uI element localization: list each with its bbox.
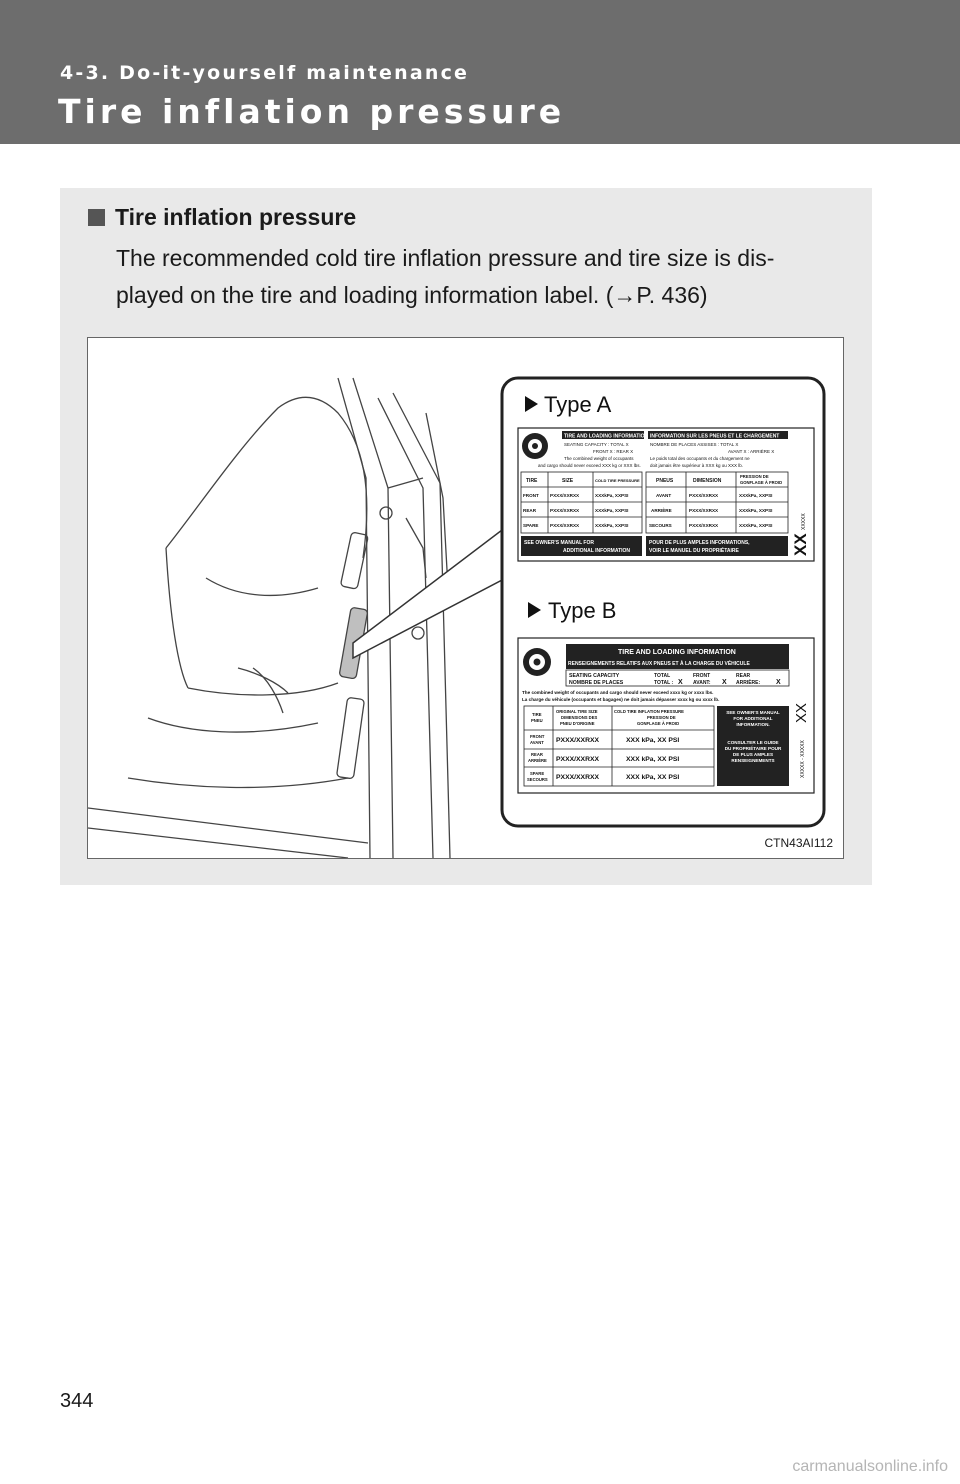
description-line: played on the tire and loading information label. (→P. 436) bbox=[116, 282, 708, 308]
svg-text:AVANT: AVANT bbox=[656, 493, 672, 498]
svg-text:AVANT:: AVANT: bbox=[693, 680, 711, 686]
page-number: 344 bbox=[60, 1390, 94, 1412]
svg-text:REAR: REAR bbox=[523, 508, 537, 513]
svg-text:DIMENSIONS DES: DIMENSIONS DES bbox=[561, 715, 598, 720]
svg-text:PXXX/XXRXX: PXXX/XXRXX bbox=[689, 493, 719, 498]
svg-text:SEE OWNER'S MANUAL: SEE OWNER'S MANUAL bbox=[726, 710, 780, 715]
svg-text:TIRE AND LOADING INFORMATION: TIRE AND LOADING INFORMATION bbox=[618, 649, 736, 656]
svg-text:PXXX/XXRXX: PXXX/XXRXX bbox=[556, 756, 600, 763]
svg-text:NOMBRE DE PLACES ASSISES : TOT: NOMBRE DE PLACES ASSISES : TOTAL X bbox=[650, 442, 739, 447]
svg-text:PNEU: PNEU bbox=[531, 718, 543, 723]
description-line: The recommended cold tire inflation pressure and tire size is dis- bbox=[116, 245, 775, 271]
type-b-heading: Type B bbox=[548, 598, 617, 623]
svg-text:PXXX/XXRXX: PXXX/XXRXX bbox=[550, 508, 580, 513]
svg-text:REAR: REAR bbox=[531, 752, 543, 757]
svg-text:PXXX/XXRXX: PXXX/XXRXX bbox=[689, 523, 719, 528]
type-a-heading: Type A bbox=[544, 392, 612, 417]
svg-text:PNEUS: PNEUS bbox=[656, 478, 674, 484]
svg-text:and cargo should never exceed: and cargo should never exceed XXX kg or XXX lbs. bbox=[538, 463, 641, 468]
svg-text:INFORMATION SUR LES PNEUS ET L: INFORMATION SUR LES PNEUS ET LE CHARGEMENT bbox=[650, 433, 780, 440]
svg-text:GONFLAGE À FROID: GONFLAGE À FROID bbox=[637, 721, 680, 726]
svg-text:SIZE: SIZE bbox=[562, 478, 574, 484]
description bbox=[116, 240, 856, 314]
figure bbox=[87, 337, 844, 859]
svg-text:ARRIÈRE: ARRIÈRE bbox=[651, 508, 672, 513]
svg-text:The combined weight of occupan: The combined weight of occupants and cargo should never exceed xxxx kg or xxxx lbs. bbox=[522, 690, 714, 695]
svg-text:SPARE: SPARE bbox=[530, 771, 545, 776]
svg-text:XXXkPa, XXPSI: XXXkPa, XXPSI bbox=[595, 523, 629, 528]
svg-text:CONSULTER LE GUIDE: CONSULTER LE GUIDE bbox=[727, 740, 779, 745]
svg-text:SECOURS: SECOURS bbox=[527, 777, 548, 782]
svg-text:XXXkPa, XXPSI: XXXkPa, XXPSI bbox=[739, 493, 773, 498]
svg-text:XXXkPa, XXPSI: XXXkPa, XXPSI bbox=[739, 523, 773, 528]
svg-text:TIRE: TIRE bbox=[532, 712, 542, 717]
figure-code: CTN43AI112 bbox=[764, 836, 833, 850]
svg-text:DU PROPRIÉTAIRE POUR: DU PROPRIÉTAIRE POUR bbox=[724, 746, 782, 751]
square-bullet-icon bbox=[88, 209, 105, 226]
svg-text:DIMENSION: DIMENSION bbox=[693, 478, 722, 484]
subheading bbox=[88, 204, 356, 231]
svg-text:PRESSION DE: PRESSION DE bbox=[740, 474, 769, 479]
svg-text:Le poids total des occupants e: Le poids total des occupants et du chargement ne bbox=[650, 456, 750, 461]
svg-text:XX: XX bbox=[791, 533, 810, 556]
type-a-label bbox=[518, 428, 814, 561]
svg-text:RENSEIGNEMENTS RELATIFS AUX PN: RENSEIGNEMENTS RELATIFS AUX PNEUS ET À LA CHARGE DU VÉHICULE bbox=[568, 661, 750, 667]
svg-text:XXX kPa, XX PSI: XXX kPa, XX PSI bbox=[626, 756, 680, 763]
svg-text:FOR ADDITIONAL: FOR ADDITIONAL bbox=[733, 716, 773, 721]
svg-text:NOMBRE DE PLACES: NOMBRE DE PLACES bbox=[569, 680, 624, 686]
svg-text:FRONT: FRONT bbox=[530, 734, 545, 739]
svg-text:PXXX/XXRXX: PXXX/XXRXX bbox=[689, 508, 719, 513]
svg-text:TIRE: TIRE bbox=[526, 478, 538, 484]
svg-text:TOTAL: TOTAL bbox=[654, 673, 671, 679]
svg-text:ADDITIONAL INFORMATION: ADDITIONAL INFORMATION bbox=[563, 548, 631, 554]
type-b-label bbox=[518, 638, 814, 793]
page-title: Tire inflation pressure bbox=[58, 92, 566, 131]
svg-text:RENSEIGNEMENTS: RENSEIGNEMENTS bbox=[731, 758, 775, 763]
svg-text:PNEU D'ORIGINE: PNEU D'ORIGINE bbox=[560, 721, 595, 726]
svg-text:XXXkPa, XXPSI: XXXkPa, XXPSI bbox=[739, 508, 773, 513]
svg-text:SPARE: SPARE bbox=[523, 523, 539, 528]
content-panel bbox=[60, 188, 872, 885]
svg-text:XXXXX: XXXXX bbox=[801, 513, 807, 530]
svg-text:FRONT: FRONT bbox=[523, 493, 539, 498]
svg-text:FRONT: FRONT bbox=[693, 673, 711, 679]
svg-text:PXXX/XXRXX: PXXX/XXRXX bbox=[550, 523, 580, 528]
svg-text:AVANT: AVANT bbox=[530, 740, 544, 745]
svg-text:POUR DE PLUS AMPLES INFORMATIO: POUR DE PLUS AMPLES INFORMATIONS, bbox=[649, 540, 750, 546]
page-header bbox=[0, 0, 960, 144]
section-label: 4-3. Do-it-yourself maintenance bbox=[60, 62, 470, 84]
svg-text:SEATING CAPACITY: SEATING CAPACITY bbox=[569, 673, 620, 679]
watermark: carmanualsonline.info bbox=[792, 1458, 948, 1475]
svg-text:X: X bbox=[722, 679, 727, 686]
svg-text:XXX kPa, XX PSI: XXX kPa, XX PSI bbox=[626, 737, 680, 744]
svg-text:ARRIÈRE: ARRIÈRE bbox=[528, 758, 547, 763]
svg-text:TOTAL :: TOTAL : bbox=[654, 680, 674, 686]
svg-text:PXXX/XXRXX: PXXX/XXRXX bbox=[556, 774, 600, 781]
label-illustration bbox=[88, 338, 843, 858]
svg-text:XXXkPa, XXPSI: XXXkPa, XXPSI bbox=[595, 493, 629, 498]
svg-text:VOIR LE MANUEL DU PROPRIÉTAIRE: VOIR LE MANUEL DU PROPRIÉTAIRE bbox=[649, 548, 739, 554]
svg-text:SEATING CAPACITY : TOTAL X: SEATING CAPACITY : TOTAL X bbox=[564, 442, 629, 447]
svg-text:PXXX/XXRXX: PXXX/XXRXX bbox=[556, 737, 600, 744]
svg-text:PRESSION DE: PRESSION DE bbox=[647, 715, 676, 720]
svg-text:INFORMATION.: INFORMATION. bbox=[736, 722, 770, 727]
svg-text:XX: XX bbox=[793, 702, 810, 723]
svg-text:SEE OWNER'S MANUAL FOR: SEE OWNER'S MANUAL FOR bbox=[524, 540, 594, 546]
svg-text:ARRIÈRE:: ARRIÈRE: bbox=[736, 680, 761, 686]
svg-text:XXXkPa, XXPSI: XXXkPa, XXPSI bbox=[595, 508, 629, 513]
svg-text:La charge du véhicule (occupan: La charge du véhicule (occupants et bagages) ne doit jamais dépasser xxxx kg ou xxxx lb. bbox=[522, 697, 720, 702]
svg-text:doit jamais être supérieur à X: doit jamais être supérieur à XXX kg ou XXX lb. bbox=[650, 463, 744, 468]
svg-text:XXXXX - XXXXX: XXXXX - XXXXX bbox=[800, 740, 806, 778]
svg-text:X: X bbox=[776, 679, 781, 686]
svg-text:DE PLUS AMPLES: DE PLUS AMPLES bbox=[732, 752, 774, 757]
svg-text:AVANT X : ARRIÈRE X: AVANT X : ARRIÈRE X bbox=[728, 449, 775, 454]
svg-text:REAR: REAR bbox=[736, 673, 751, 679]
svg-text:XXX kPa, XX PSI: XXX kPa, XX PSI bbox=[626, 774, 680, 781]
svg-text:ORIGINAL TIRE SIZE: ORIGINAL TIRE SIZE bbox=[556, 709, 598, 714]
svg-text:FRONT X : REAR X: FRONT X : REAR X bbox=[593, 449, 634, 454]
svg-text:COLD TIRE INFLATION PRESSURE: COLD TIRE INFLATION PRESSURE bbox=[614, 709, 684, 714]
svg-text:COLD TIRE PRESSURE: COLD TIRE PRESSURE bbox=[595, 478, 640, 483]
svg-text:PXXX/XXRXX: PXXX/XXRXX bbox=[550, 493, 580, 498]
svg-text:SECOURS: SECOURS bbox=[649, 523, 672, 528]
svg-text:GONFLAGE À FROID: GONFLAGE À FROID bbox=[740, 480, 783, 485]
svg-text:The combined weight of occupan: The combined weight of occupants bbox=[564, 456, 634, 461]
svg-text:TIRE AND LOADING INFORMATION: TIRE AND LOADING INFORMATION bbox=[564, 433, 649, 440]
svg-text:X: X bbox=[678, 679, 683, 686]
subheading-text: Tire inflation pressure bbox=[115, 204, 357, 230]
